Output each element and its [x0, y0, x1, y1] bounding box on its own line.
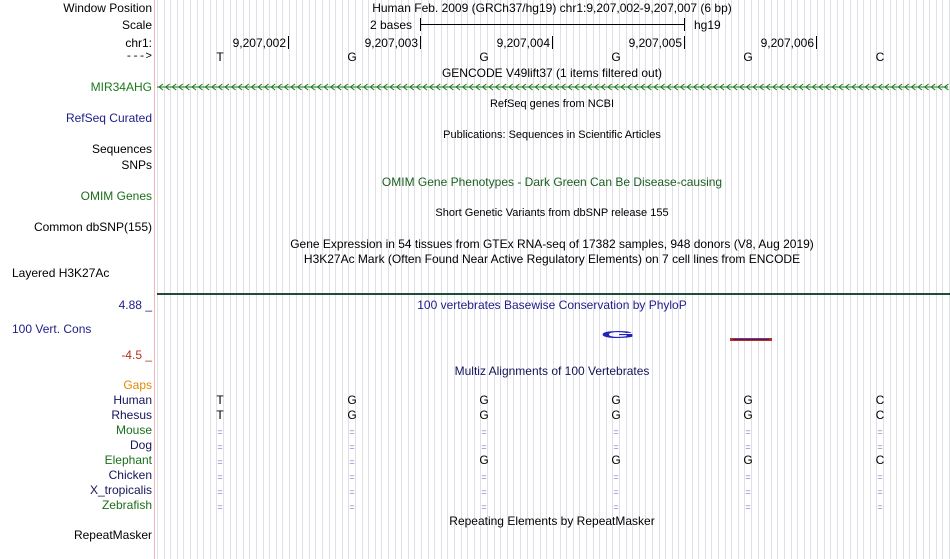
- gencode-track-title[interactable]: GENCODE V49lift37 (1 items filtered out): [441, 66, 663, 80]
- alignment-base: G: [611, 393, 621, 407]
- alignment-gap-symbol: =: [745, 442, 751, 452]
- alignment-base: G: [743, 408, 753, 422]
- alignment-gap-symbol: =: [349, 457, 355, 467]
- alignment-base: T: [216, 393, 224, 407]
- h3k27ac-track-label[interactable]: Layered H3K27Ac: [12, 266, 110, 280]
- conservation-min-label: -4.5 _: [121, 348, 152, 362]
- ruler-base: G: [743, 50, 753, 64]
- species-label-x-tropicalis[interactable]: X_tropicalis: [89, 483, 152, 497]
- species-label-mouse[interactable]: Mouse: [115, 423, 152, 437]
- gaps-label: Gaps: [123, 378, 152, 392]
- alignment-base: G: [611, 453, 621, 467]
- alignment-gap-symbol: =: [349, 442, 355, 452]
- window-position-label: Window Position: [63, 1, 152, 15]
- alignment-gap-symbol: =: [745, 502, 751, 512]
- alignment-gap-symbol: =: [481, 472, 487, 482]
- species-label-rhesus[interactable]: Rhesus: [111, 408, 152, 422]
- scale-bases-text: 2 bases: [370, 18, 413, 32]
- alignment-gap-symbol: =: [745, 472, 751, 482]
- ruler-position-label: 9,207,006: [760, 36, 814, 50]
- species-label-human[interactable]: Human: [113, 393, 152, 407]
- conservation-track-label[interactable]: 100 Vert. Cons: [12, 322, 92, 336]
- ruler-base: C: [875, 50, 885, 64]
- ruler-base: T: [216, 50, 224, 64]
- strand-label: --->: [125, 51, 152, 63]
- ruler-tick: [420, 36, 421, 49]
- alignment-base: C: [875, 393, 885, 407]
- ruler-position-label: 9,207,005: [628, 36, 682, 50]
- scale-bar-left-cap: [420, 18, 421, 31]
- alignment-gap-symbol: =: [349, 502, 355, 512]
- alignment-gap-symbol: =: [217, 502, 223, 512]
- alignment-gap-symbol: =: [877, 487, 883, 497]
- alignment-gap-symbol: =: [349, 487, 355, 497]
- alignment-base: G: [479, 408, 489, 422]
- ruler-base: G: [479, 50, 489, 64]
- dbsnp-track-title[interactable]: Short Genetic Variants from dbSNP release 155: [435, 207, 669, 219]
- alignment-base: T: [216, 408, 224, 422]
- alignment-gap-symbol: =: [613, 502, 619, 512]
- alignment-gap-symbol: =: [877, 442, 883, 452]
- refseq-track-label[interactable]: RefSeq Curated: [65, 111, 152, 125]
- alignment-gap-symbol: =: [745, 427, 751, 437]
- alignment-gap-symbol: =: [613, 442, 619, 452]
- conservation-plot[interactable]: [155, 325, 950, 347]
- window-position-text[interactable]: Human Feb. 2009 (GRCh37/hg19) chr1:9,207,002-9,207,007 (6 bp): [372, 1, 732, 15]
- h3k27ac-track-title[interactable]: H3K27Ac Mark (Often Found Near Active Regulatory Elements) on 7 cell lines from ENCODE: [303, 252, 801, 266]
- chrom-label: chr1:: [125, 36, 152, 50]
- ruler-base: G: [611, 50, 621, 64]
- dbsnp-track-label[interactable]: Common dbSNP(155): [33, 220, 152, 234]
- scale-bar-right-cap: [684, 18, 685, 31]
- alignment-base: G: [479, 453, 489, 467]
- gencode-gene-feature[interactable]: [155, 82, 950, 92]
- alignment-base: G: [743, 393, 753, 407]
- repeatmasker-track-label[interactable]: RepeatMasker: [73, 528, 152, 542]
- alignment-gap-symbol: =: [217, 487, 223, 497]
- species-label-chicken[interactable]: Chicken: [108, 468, 152, 482]
- alignment-base: C: [875, 453, 885, 467]
- ruler-tick: [552, 36, 553, 49]
- alignment-gap-symbol: =: [481, 427, 487, 437]
- alignment-base: C: [875, 408, 885, 422]
- alignment-gap-symbol: =: [217, 472, 223, 482]
- publications-track-title[interactable]: Publications: Sequences in Scientific Articles: [443, 129, 661, 141]
- alignment-gap-symbol: =: [217, 442, 223, 452]
- scale-label: Scale: [121, 18, 152, 32]
- multiz-track-title[interactable]: Multiz Alignments of 100 Vertebrates: [454, 364, 650, 378]
- gencode-gene-label[interactable]: MIR34AHG: [90, 80, 152, 94]
- alignment-gap-symbol: =: [877, 502, 883, 512]
- conservation-max-label: 4.88 _: [118, 298, 152, 312]
- species-label-dog[interactable]: Dog: [129, 438, 152, 452]
- scale-assembly-text: hg19: [694, 18, 721, 32]
- conservation-negative-bar-inner: [733, 339, 769, 340]
- snps-track-label[interactable]: SNPs: [121, 158, 152, 172]
- alignment-gap-symbol: =: [349, 427, 355, 437]
- alignment-base: G: [611, 408, 621, 422]
- refseq-track-title[interactable]: RefSeq genes from NCBI: [489, 98, 615, 110]
- species-label-elephant[interactable]: Elephant: [104, 453, 152, 467]
- alignment-gap-symbol: =: [613, 472, 619, 482]
- alignment-gap-symbol: =: [217, 457, 223, 467]
- alignment-gap-symbol: =: [745, 487, 751, 497]
- alignment-gap-symbol: =: [613, 427, 619, 437]
- repeatmasker-track-title[interactable]: Repeating Elements by RepeatMasker: [449, 514, 655, 528]
- alignment-base: G: [347, 393, 357, 407]
- alignment-gap-symbol: =: [613, 487, 619, 497]
- gtex-track-title[interactable]: Gene Expression in 54 tissues from GTEx RNA-seq of 17382 samples, 948 donors (V8, Aug 2019): [290, 237, 814, 251]
- conservation-track-title[interactable]: 100 vertebrates Basewise Conservation by PhyloP: [417, 298, 687, 312]
- alignment-gap-symbol: =: [877, 472, 883, 482]
- alignment-gap-symbol: =: [481, 487, 487, 497]
- alignment-gap-symbol: =: [217, 427, 223, 437]
- omim-track-title[interactable]: OMIM Gene Phenotypes - Dark Green Can Be Disease-causing: [381, 175, 723, 189]
- alignment-gap-symbol: =: [877, 427, 883, 437]
- h3k27ac-signal-line: [157, 293, 950, 295]
- alignment-base: G: [479, 393, 489, 407]
- conservation-logo-glyph: G: [600, 328, 636, 341]
- ruler-position-label: 9,207,003: [364, 36, 418, 50]
- omim-track-label[interactable]: OMIM Genes: [80, 189, 152, 203]
- alignment-gap-symbol: =: [349, 472, 355, 482]
- scale-bar: [420, 24, 684, 25]
- ruler-position-label: 9,207,002: [232, 36, 286, 50]
- species-label-zebrafish[interactable]: Zebrafish: [101, 498, 152, 512]
- publications-track-label[interactable]: Sequences: [91, 142, 152, 156]
- alignment-gap-symbol: =: [481, 442, 487, 452]
- ruler-tick: [288, 36, 289, 49]
- alignment-base: G: [743, 453, 753, 467]
- ruler-position-label: 9,207,004: [496, 36, 550, 50]
- ruler-tick: [684, 36, 685, 49]
- ruler-tick: [816, 36, 817, 49]
- alignment-base: G: [347, 408, 357, 422]
- ruler-base: G: [347, 50, 357, 64]
- alignment-gap-symbol: =: [481, 502, 487, 512]
